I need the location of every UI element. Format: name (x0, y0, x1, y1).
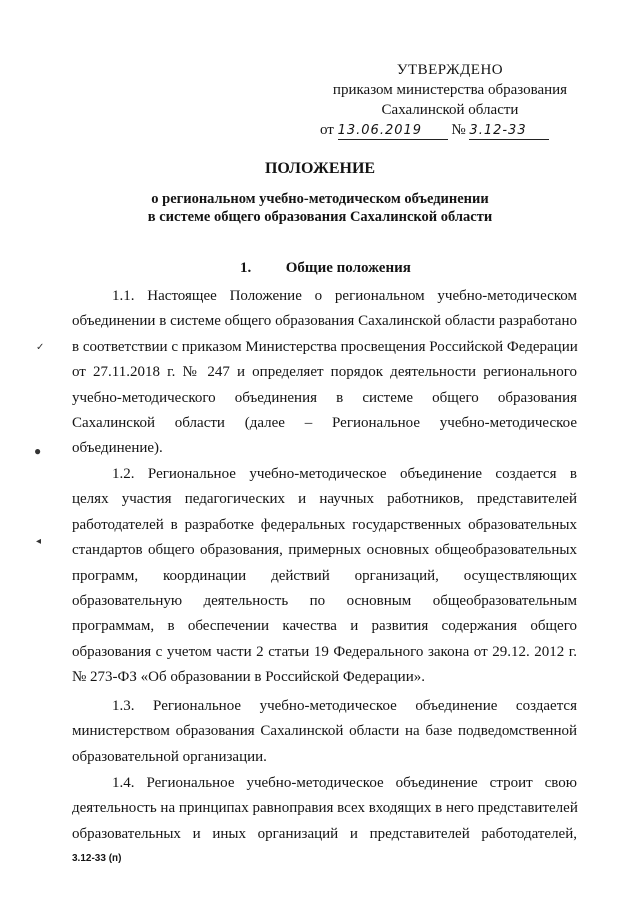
date-value: 13.06.2019 (337, 123, 423, 138)
paragraph-line: 1.1. Настоящее Положение о региональном учебно-методическом (112, 288, 577, 304)
paragraph-line: Сахалинской области (далее – Региональное учебно-методическое (72, 415, 577, 432)
order-date-line (300, 120, 600, 140)
paragraph-line: образовательной организации. (72, 748, 267, 765)
paragraph-1-3 (72, 694, 577, 770)
number-field (469, 122, 549, 140)
paragraph-line: программ, координации действий организаций, осуществляющих (72, 567, 577, 584)
paragraph-line: образовательных и иных организаций и представителей работодателей, (72, 825, 577, 842)
document-code: 3.12-33 (п) (72, 853, 122, 864)
paragraph-1-1 (72, 284, 577, 462)
document-title: ПОЛОЖЕНИЕ (264, 160, 376, 177)
paragraph-line: образовательную деятельность по основным общеобразовательным (72, 593, 577, 610)
paragraph-1-2 (72, 462, 577, 691)
paragraph-line: № 273-ФЗ «Об образовании в Российской Федерации». (72, 669, 425, 686)
paragraph-line: объединение). (72, 440, 163, 457)
paragraph-line: работодателей в разработке федеральных государственных образовательных (72, 516, 577, 533)
paragraph-line: образования с учетом части 2 статьи 19 Федерального закона от 29.12. 2012 г. (72, 643, 577, 660)
paragraph-line: объединении в системе общего образования Сахалинской области разработано (72, 313, 577, 330)
subtitle-line-1: о региональном учебно-методическом объединении (151, 191, 489, 207)
paragraph-line: деятельность на принципах равноправия всех входящих в него представителей (72, 800, 578, 817)
paragraph-1-4 (72, 771, 577, 847)
paragraph-line: 1.3. Региональное учебно-методическое объединение создается (112, 698, 577, 714)
document-subtitle (60, 190, 580, 226)
paragraph-line: 1.4. Региональное учебно-методическое объединение строит свою (112, 775, 577, 791)
section-number: 1. (240, 260, 252, 276)
paragraph-line: целях участия педагогических и научных работников, представителей (72, 491, 577, 508)
section-heading (240, 260, 411, 277)
paragraph-line: министерством образования Сахалинской области на базе подведомственной (72, 723, 577, 740)
number-value: 3.12-33 (469, 123, 527, 138)
subtitle-line-2: в системе общего образования Сахалинской области (147, 209, 493, 225)
paragraph-line: стандартов общего образования, примерных основных общеобразовательных (72, 542, 577, 559)
approved-title: УТВЕРЖДЕНО (396, 62, 504, 78)
order-line-1: приказом министерства образования (332, 82, 568, 98)
paragraph-line: 1.2. Региональное учебно-методическое объединение создается в (112, 466, 577, 482)
number-prefix: № (451, 122, 466, 138)
date-prefix: от (320, 122, 334, 138)
scan-mark: ✓ (36, 342, 45, 353)
section-title: Общие положения (285, 260, 411, 276)
paragraph-line: учебно-методического объединения в системе общего образования (72, 389, 577, 406)
paragraph-line: программам, в обеспечении качества и развития содержания общего (72, 618, 577, 635)
date-field (338, 122, 448, 140)
paragraph-line: в соответствии с приказом Министерства просвещения Российской Федерации (72, 338, 578, 355)
approval-stamp-block (300, 60, 600, 140)
paragraph-line: от 27.11.2018 г. № 247 и определяет порядок деятельности регионального (72, 364, 577, 381)
order-line-2: Сахалинской области (381, 102, 519, 118)
scan-mark: ● (34, 444, 42, 458)
scan-mark: ◂ (36, 536, 42, 547)
